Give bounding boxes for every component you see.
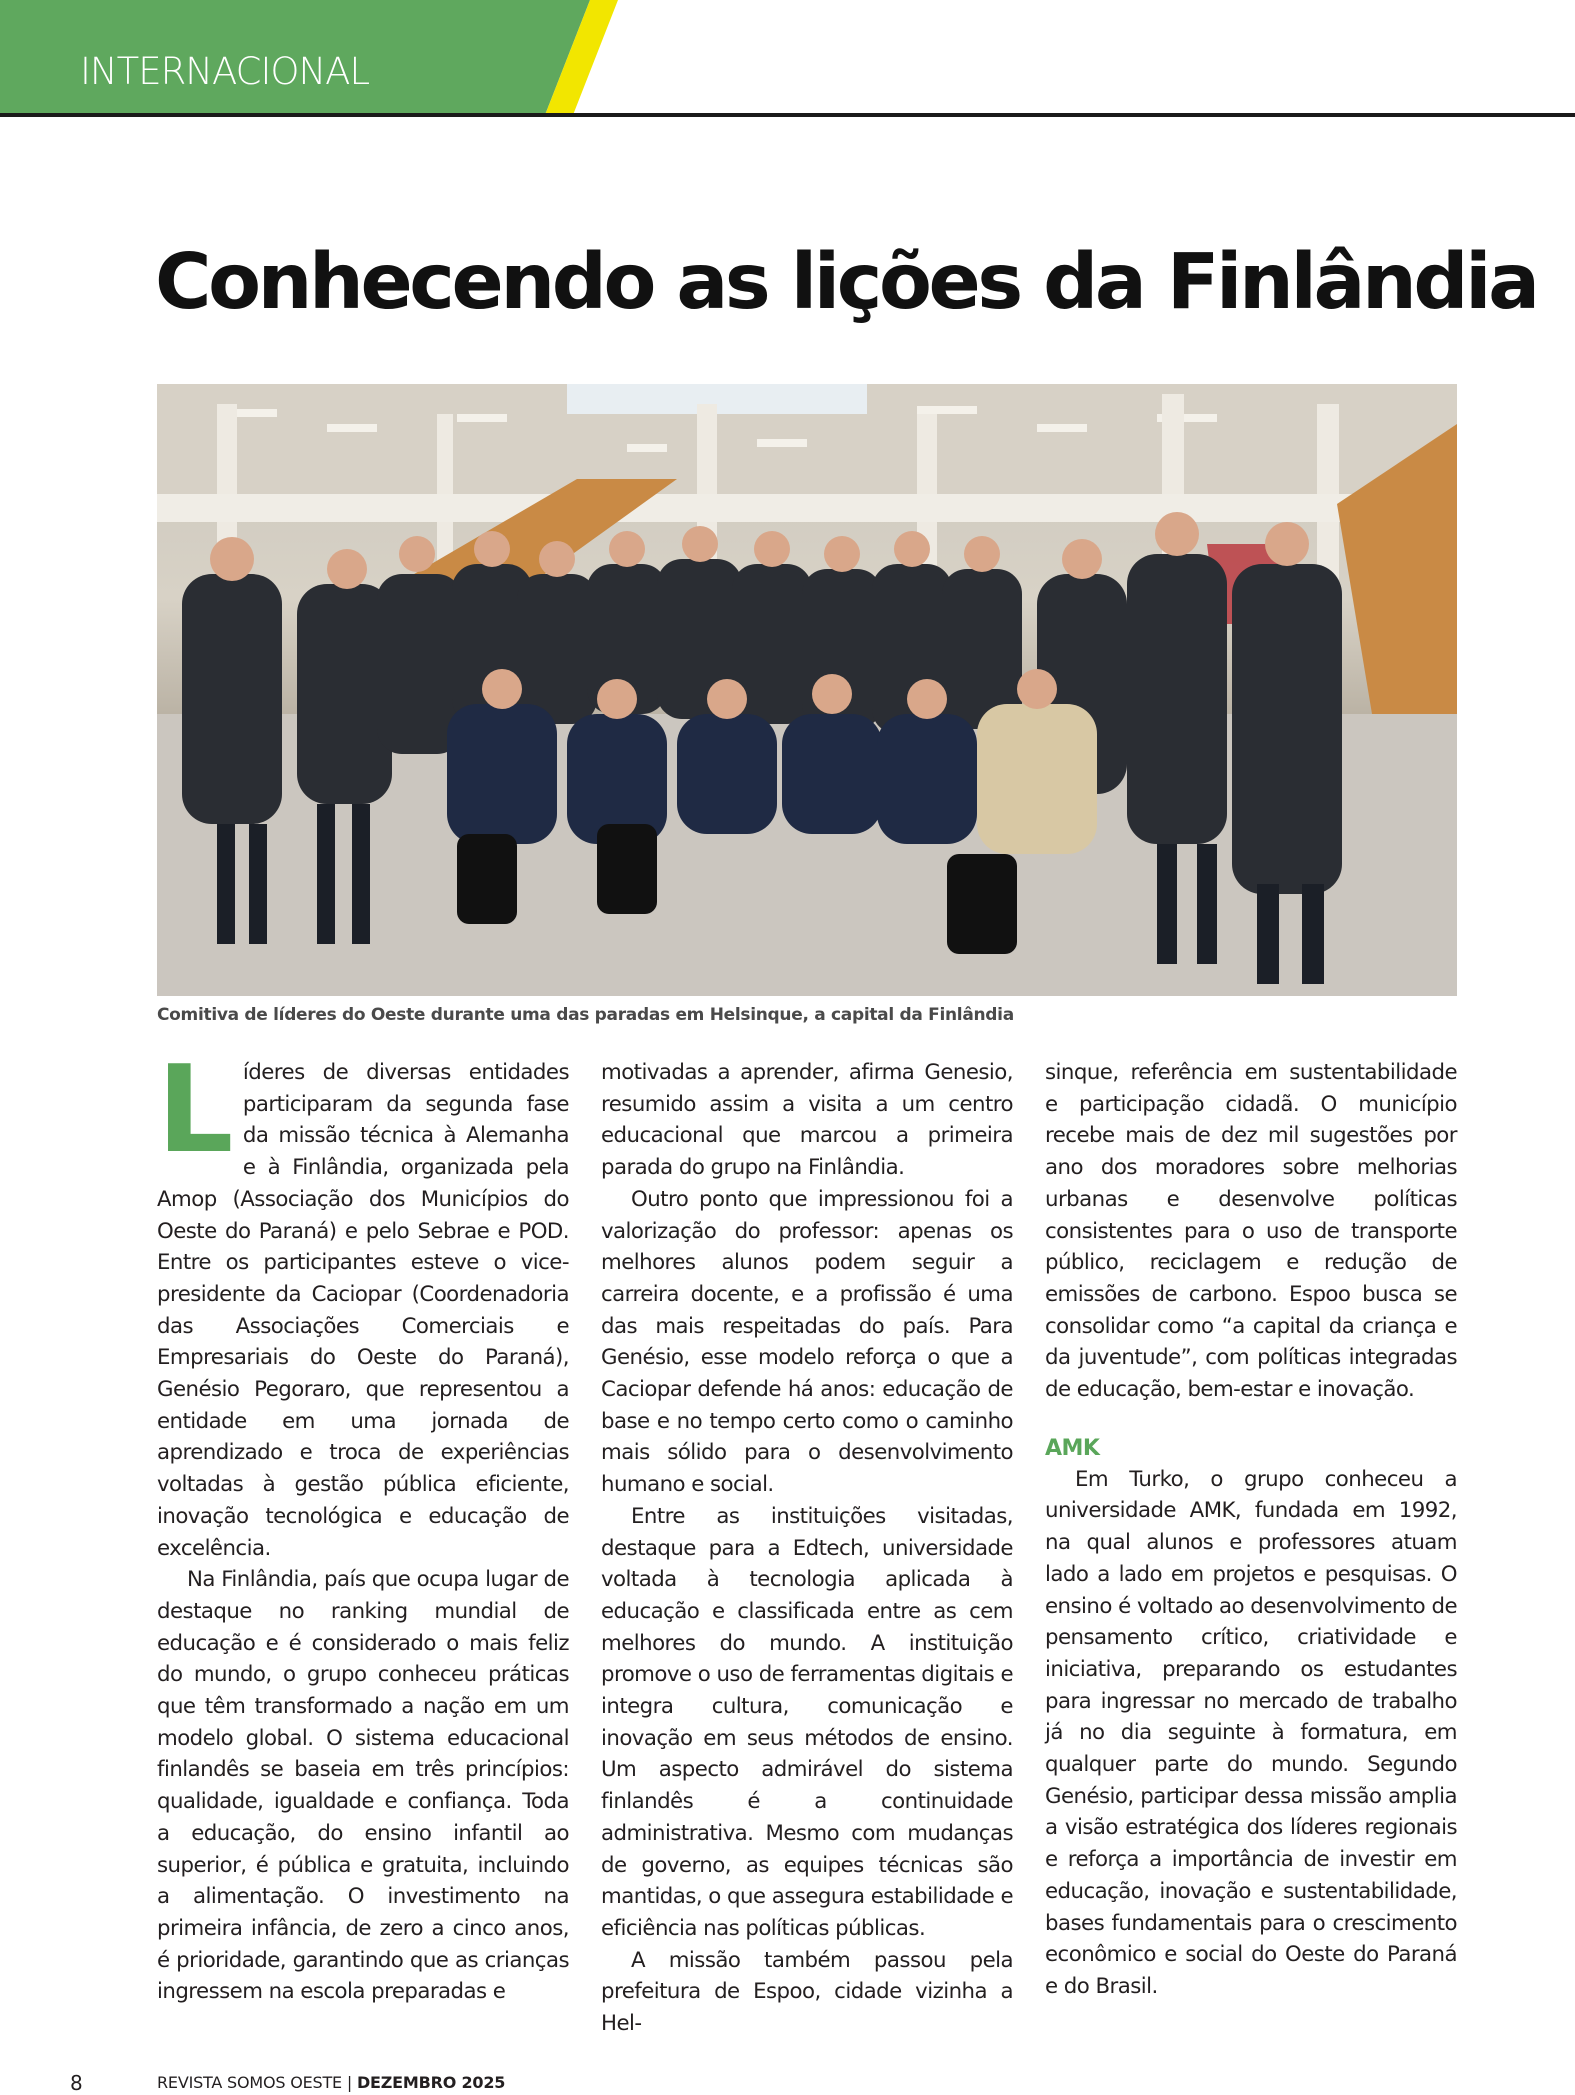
article-title: Conhecendo as lições da Finlândia	[155, 238, 1537, 327]
article-column-1	[157, 1041, 569, 2008]
article-paragraph: A missão também passou pela prefeitura de Espoo, cidade vizinha a Hel-	[601, 1947, 1013, 2037]
article-paragraph: Entre as instituições visitadas, destaque para a Edtech, universidade voltada à tecnologia aplicada à educação e classificada entre as cem melhores do mundo. A instituição promove o uso de ferramentas digitais e integra cultura, comunicação e inovação em seus métodos de ensino. Um aspecto admirável do sistema finlandês é a continuidade administrativa. Mesmo com mudanças de governo, as equipes técnicas são mantidas, o que assegura estabilidade e eficiência nas políticas públicas.	[601, 1503, 1013, 1941]
article-paragraph: sinque, referência em sustentabilidade e participação cidadã. O município recebe mais de dez mil sugestões por ano dos moradores sobre melhorias urbanas e desenvolve políticas consistentes para o uso de transporte público, reciclagem e redução de emissões de carbono. Espoo busca se consolidar como “a capital da criança e da juventude”, com políticas integradas de educação, bem-estar e inovação.	[1045, 1060, 1457, 1403]
footer-publication	[157, 2073, 505, 2092]
article-paragraph: motivadas a aprender, afirma Genesio, resumido assim a visita a um centro educacional que marcou a primeira parada do grupo na Finlândia.	[601, 1060, 1013, 1181]
article-paragraph: Outro ponto que impressionou foi a valorização do professor: apenas os melhores alunos podem seguir a carreira docente, e a profissão é uma das mais respeitadas do país. Para Genésio, esse modelo reforça o que a Caciopar defende há anos: educação de base e no tempo certo como o caminho mais sólido para o desenvolvimento humano e social.	[601, 1186, 1013, 1498]
article-column-2	[601, 1057, 1013, 2040]
issue-date: DEZEMBRO 2025	[356, 2073, 506, 2092]
article-paragraph: Em Turko, o grupo conheceu a universidade AMK, fundada em 1992, na qual alunos e professores atuam lado a lado em projetos e pesquisas. O ensino é voltado ao desenvolvimento de pensamento crítico, criatividade e iniciativa, preparando os estudantes para ingressar no mercado de trabalho já no dia seguinte à formatura, em qualquer parte do mundo. Segundo Genésio, participar dessa missão amplia a visão estratégica dos líderes regionais e reforça a importância de investir em educação, inovação e sustentabilidade, bases fundamentais para o crescimento econômico e social do Oeste do Paraná e do Brasil.	[1045, 1466, 1457, 1999]
page-number: 8	[70, 2071, 83, 2095]
group-photo	[157, 384, 1457, 996]
section-subheading: AMK	[1045, 1435, 1100, 1461]
publication-name: REVISTA SOMOS OESTE	[157, 2073, 342, 2092]
footer-divider: |	[346, 2073, 353, 2092]
photo-caption: Comitiva de líderes do Oeste durante uma das paradas em Helsinque, a capital da Finlândia	[157, 1005, 1014, 1025]
article-paragraph: íderes de diversas entidades participaram da segunda fase da missão técnica à Alemanha e à Finlândia, organizada pela Amop (Associação dos Municípios do Oeste do Paraná) e pelo Sebrae e POD. Entre os participantes esteve o vice-presidente da Caciopar (Coordenadoria das Associações Comerciais e Empresariais do Oeste do Paraná), Genésio Pegoraro, que representou a entidade em uma jornada de aprendizado e troca de experiências voltadas à gestão pública eficiente, inovação tecnológica e educação de excelência.	[157, 1060, 569, 1561]
article-column-3	[1045, 1057, 1457, 2003]
article-paragraph: Na Finlândia, país que ocupa lugar de destaque no ranking mundial de educação e é considerado o mais feliz do mundo, o grupo conheceu práticas que têm transformado a nação em um modelo global. O sistema educacional finlandês se baseia em três princípios: qualidade, igualdade e confiança. Toda a educação, do ensino infantil ao superior, é pública e gratuita, incluindo a alimentação. O investimento na primeira infância, de zero a cinco anos, é prioridade, garantindo que as crianças ingressem na escola preparadas e	[157, 1567, 569, 2005]
section-header-band	[0, 0, 1575, 120]
group-photo-illustration	[157, 384, 1457, 996]
drop-cap: L	[157, 1041, 233, 1180]
section-label: INTERNACIONAL	[80, 50, 370, 93]
